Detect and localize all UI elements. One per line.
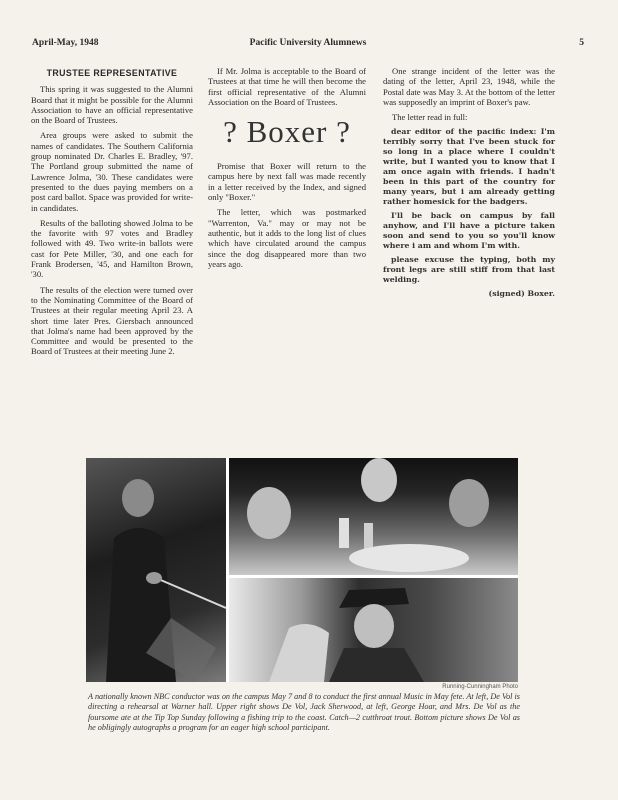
letter-paragraph: please excuse the typing, both my front legs are still stiff from that last welding. xyxy=(383,255,555,285)
letter-paragraph: I'll be back on campus by fall anyhow, and I'll have a picture taken soon and send to you so you'll know where i am and whom I'm with. xyxy=(383,211,555,251)
column-3 xyxy=(383,66,555,303)
trustee-paragraph: Area groups were asked to submit the names of candidates. The Southern California group nominated Dr. Charles E. Bradley, '97. The Portland group submitted the name of Lawrence Jolma, '30. These candidates were presented to the dues paying members on a post card ballot. Space was provided for write-in candidates. xyxy=(31,130,193,213)
boxer-title: ? Boxer ? xyxy=(223,114,351,150)
letter-paragraph: dear editor of the pacific index: I'm terribly sorry that I've been stuck for so long in a place where I couldn't write, but I wanted you to know that I am once again with friends. I hadn't been in this part of the country for many years, but i am already getting rather homesick for the badgers. xyxy=(383,127,555,207)
issue-date: April-May, 1948 xyxy=(32,38,99,48)
conductor-photo xyxy=(86,458,226,682)
page-number: 5 xyxy=(579,38,584,48)
trustee-paragraph: Results of the balloting showed Jolma to be the favorite with 97 votes and Bradley followed with 49. Two write-in ballots were cast for Pete Miller, '30, and one each for Frank Brodersen, '45, and Hamilton Brown, '30. xyxy=(31,217,193,280)
trustee-paragraph: If Mr. Jolma is acceptable to the Board of Trustees at that time he will then become the first official representative of the Alumni Association on the Board of Trustees. xyxy=(208,66,366,107)
boxer-paragraph: One strange incident of the letter was the dating of the letter, April 23, 1948, while the Postal date was May 3. At the bottom of the letter was supposedly an imprint of Boxer's paw. xyxy=(383,66,555,107)
page-header xyxy=(32,38,584,52)
photo-collage xyxy=(86,458,518,682)
trustee-heading: TRUSTEE REPRESENTATIVE xyxy=(46,68,178,78)
column-1 xyxy=(31,66,193,362)
publication-name: Pacific University Alumnews xyxy=(249,38,367,48)
autograph-photo xyxy=(229,578,518,682)
boxer-letter xyxy=(383,127,555,299)
letter-signature: (signed) Boxer. xyxy=(488,289,555,299)
trustee-paragraph: This spring it was suggested to the Alumni Board that it might be possible for the Alumni Association to have an official representative on the Board of Trustees. xyxy=(31,84,193,126)
boxer-paragraph: Promise that Boxer will return to the campus here by next fall was made recently in a letter received by the Index, and signed only "Boxer." xyxy=(208,161,366,203)
column-2 xyxy=(208,66,366,274)
trustee-paragraph: The results of the election were turned over to the Nominating Committee of the Board of Trustees at their regular meeting April 23. A short time later Pres. Giersbach announced that Jolma's name had been approved by the Committee and would be presented to the Board of Trustees at their meeting June 2. xyxy=(31,284,193,357)
dinner-photo xyxy=(229,458,518,575)
photo-credit: Running-Cunningham Photo xyxy=(442,684,518,690)
boxer-paragraph: The letter, which was postmarked "Warrenton, Va." may or may not be authentic, but it adds to the long list of clues which have circulated around the campus since the dog disappeared more than two years ago. xyxy=(208,207,366,269)
boxer-paragraph: The letter read in full: xyxy=(392,112,468,123)
photo-caption: A nationally known NBC conductor was on the campus May 7 and 8 to conduct the first annual Music in May fete. At left, De Vol is directing a rehearsal at Warner hall. Upper right shows De Vol, Jack Sherwood, at left, George Hoar, and Mrs. De Vol as the foursome ate at the Tip Top Sunday following a fishing trip to the coast. Catch—2 cutthroat trout. Bottom picture shows De Vol as he obligingly autographs a program for an eager high school participant. xyxy=(88,692,520,732)
